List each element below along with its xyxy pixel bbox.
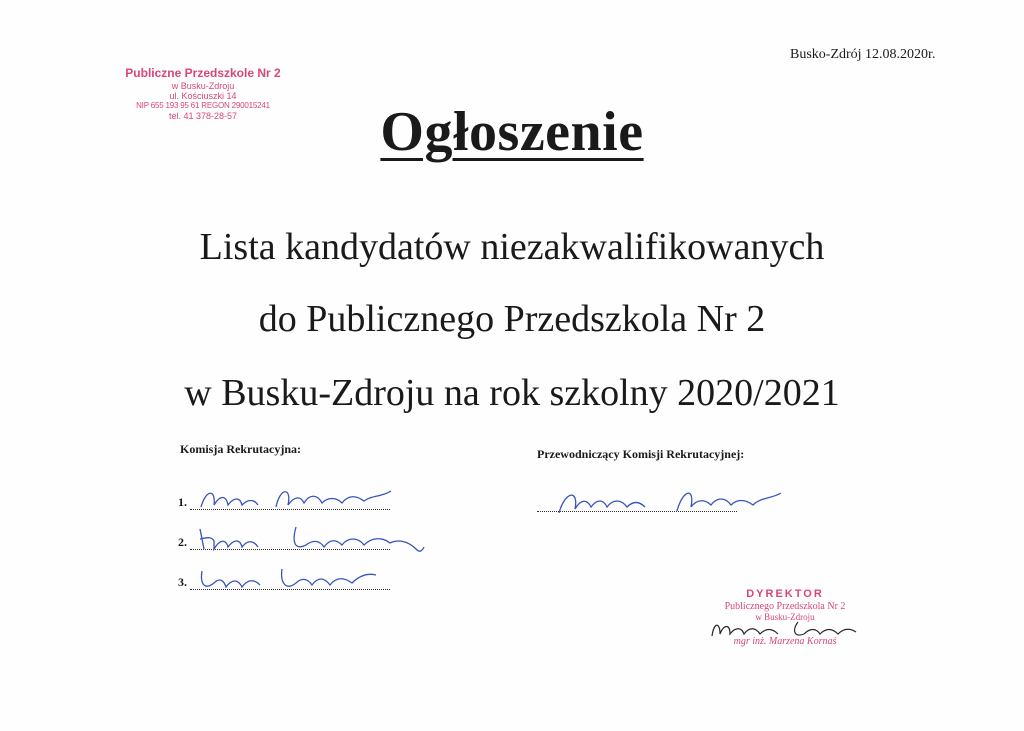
- stamp-line: tel. 41 378-28-57: [168, 110, 238, 121]
- director-stamp: [700, 588, 870, 648]
- director-line: Publicznego Przedszkola Nr 2: [724, 600, 846, 612]
- stamp-line: ul. Kościuszki 14: [169, 91, 237, 102]
- handwritten-signature-icon: [196, 521, 426, 557]
- chair-label: Przewodniczący Komisji Rekrutacyjnej:: [537, 447, 745, 461]
- stamp-line: NIP 655 193 95 61 REGON 290015241: [136, 101, 270, 111]
- member-number: 2.: [178, 535, 187, 549]
- director-title: DYREKTOR: [746, 588, 824, 600]
- subtitle-line-2: do Publicznego Przedszkola Nr 2: [258, 298, 766, 340]
- title-text: Ogłoszenie: [380, 101, 644, 163]
- committee-label: Komisja Rekrutacyjna:: [180, 442, 301, 456]
- director-name: mgr inż. Marzena Kornaś: [733, 636, 837, 648]
- committee-member-3: [178, 575, 418, 605]
- subtitle-line-3: w Busku-Zdroju na rok szkolny 2020/2021: [184, 372, 840, 414]
- stamp-line: Publiczne Przedszkole Nr 2: [125, 66, 281, 80]
- handwritten-signature-icon: [545, 483, 795, 523]
- page-title: [0, 100, 1024, 164]
- chair-signature: [537, 497, 797, 527]
- member-number: 3.: [178, 575, 187, 589]
- member-number: 1.: [178, 495, 187, 509]
- director-line: w Busku-Zdroju: [755, 612, 815, 623]
- subtitle-line-1: Lista kandydatów niezakwalifikowanych: [199, 226, 825, 268]
- handwritten-signature-icon: [196, 481, 396, 517]
- handwritten-signature-icon: [704, 616, 864, 642]
- stamp-line: w Busku-Zdroju: [171, 80, 235, 91]
- document-date: Busko-Zdrój 12.08.2020r.: [790, 47, 936, 62]
- handwritten-signature-icon: [196, 561, 396, 597]
